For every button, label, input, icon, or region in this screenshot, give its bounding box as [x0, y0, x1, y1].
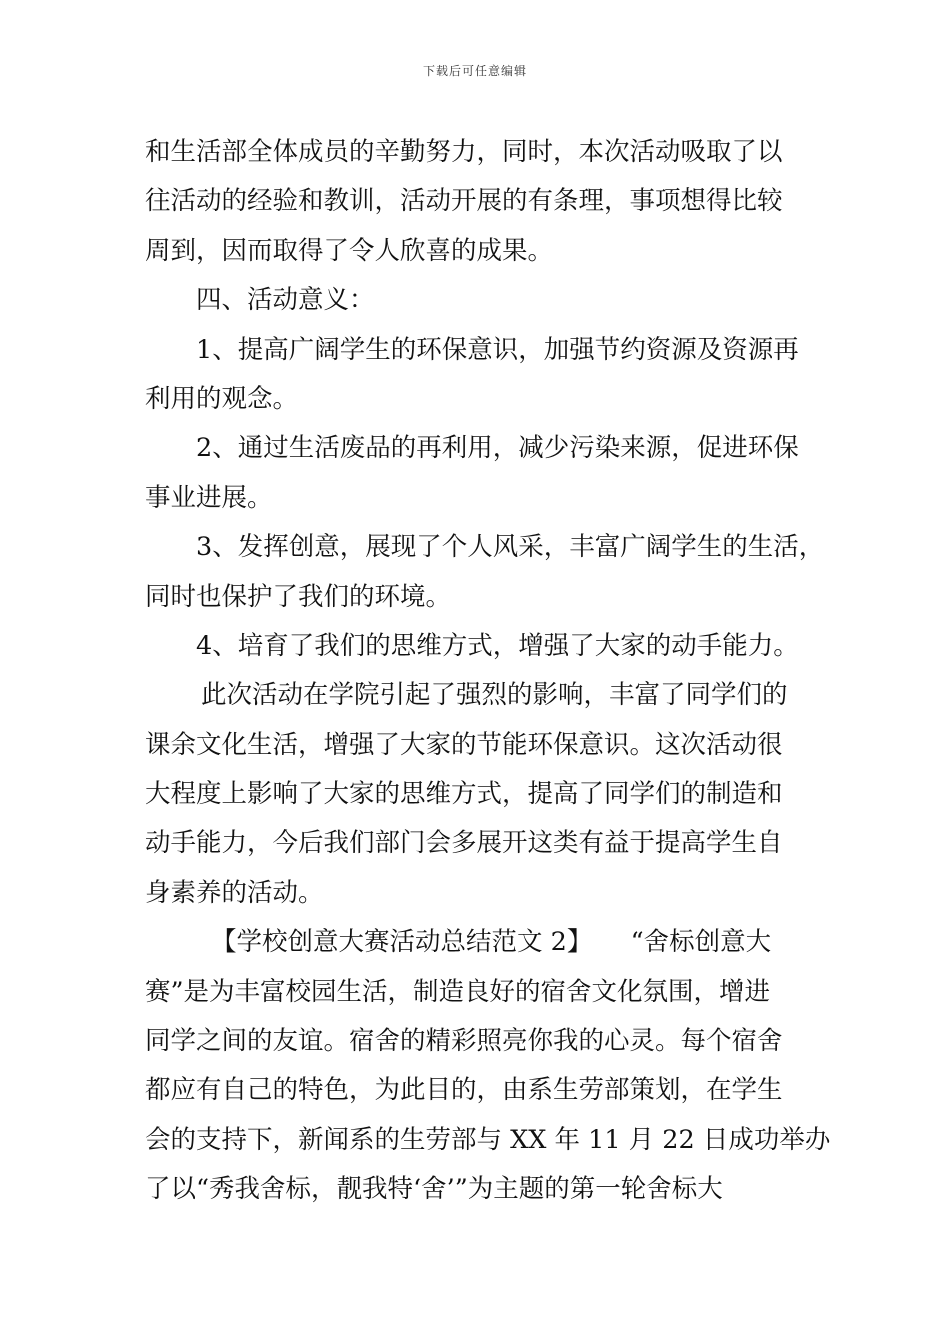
text-line: 了以“秀我舍标，靓我特‘舍’”为主题的第一轮舍标大 [145, 1174, 723, 1205]
text-line: 2、通过生活废品的再利用，减少污染来源，促进环保 [196, 433, 799, 464]
text-line: 利用的观念。 [145, 383, 299, 414]
page-header: 下载后可任意编辑 [422, 64, 527, 78]
text-line: 4、培育了我们的思维方式，增强了大家的动手能力。 [196, 630, 799, 661]
text-line: 同学之间的友谊。宿舍的精彩照亮你我的心灵。每个宿舍 [145, 1026, 783, 1057]
text-line: 往活动的经验和教训，活动开展的有条理，事项想得比较 [145, 186, 783, 217]
text-line: 动手能力，今后我们部门会多展开这类有益于提高学生自 [145, 828, 783, 859]
text-line: 同时也保护了我们的环境。 [145, 581, 452, 612]
text-line: 3、发挥创意，展现了个人风采，丰富广阔学生的生活， [196, 532, 825, 563]
text-line: 周到，因而取得了令人欣喜的成果。 [145, 235, 554, 266]
text-line: 和生活部全体成员的辛勤努力，同时，本次活动吸取了以 [145, 137, 783, 167]
text-line: 都应有自己的特色，为此目的，由系生劳部策划，在学生 [145, 1075, 783, 1106]
text-line: 1、提高广阔学生的环保意识，加强节约资源及资源再 [196, 334, 799, 365]
text-line: 赛”是为丰富校园生活，制造良好的宿舍文化氛围，增进 [145, 976, 771, 1007]
text-line: 会的支持下，新闻系的生劳部与 XX 年 11 月 22 日成功举办 [145, 1124, 831, 1155]
text-line: 课余文化生活，增强了大家的节能环保意识。这次活动很 [145, 729, 783, 760]
text-line: 四、活动意义： [196, 285, 375, 316]
text-line: 大程度上影响了大家的思维方式，提高了同学们的制造和 [145, 779, 783, 810]
document-body [145, 128, 831, 1215]
text-line: 此次活动在学院引起了强烈的影响，丰富了同学们的 [201, 680, 788, 711]
text-line: 事业进展。 [145, 482, 273, 513]
text-line: 身素养的活动。 [145, 877, 324, 908]
text-line: 【学校创意大赛活动总结范文 2】 “舍标创意大 [211, 927, 772, 958]
